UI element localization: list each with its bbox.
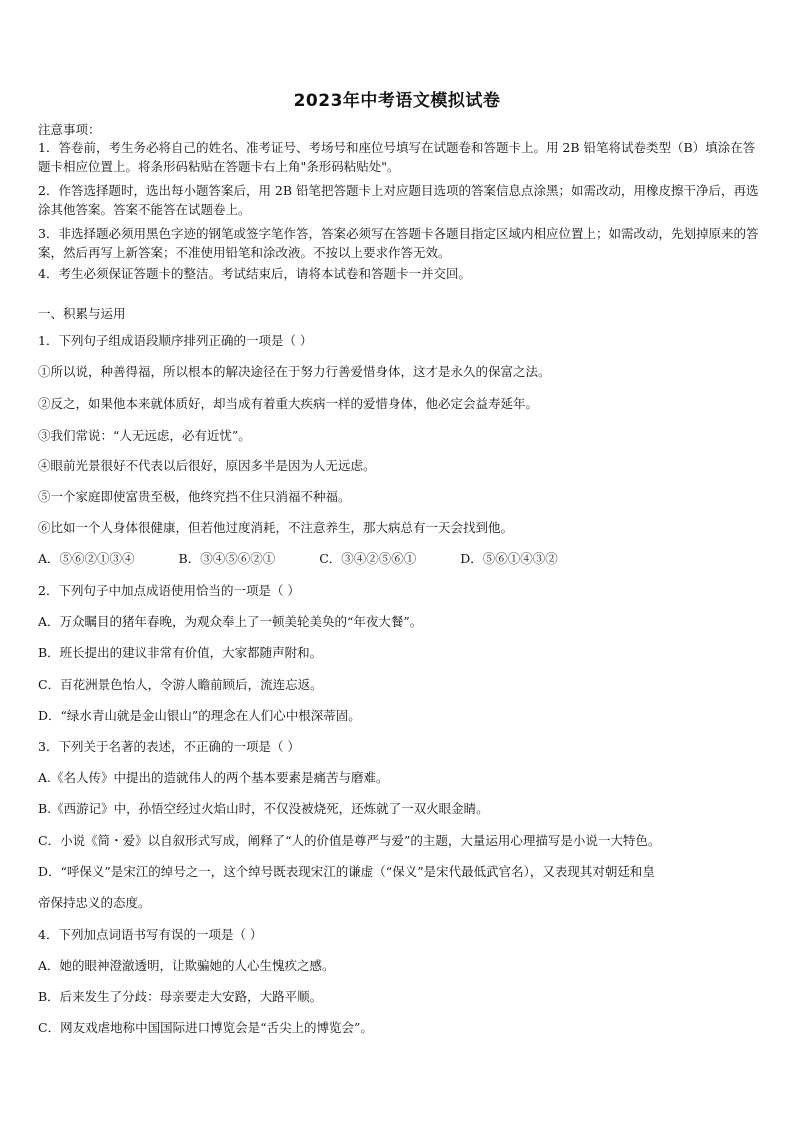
q1-sentence-2: ②反之，如果他本来就体质好，却当成有着重大疾病一样的爱惜身体，他必定会益寿延年。: [38, 396, 539, 411]
q1-sentence-1: ①所以说，种善得福，所以根本的解决途径在于努力行善爱惜身体，这才是永久的保富之法。: [38, 364, 551, 379]
q2-option-b[interactable]: B．班长提出的建议非常有价值，大家都随声附和。: [38, 645, 323, 660]
q3-option-d[interactable]: D．“呼保义”是宋江的绰号之一，这个绰号既表现宋江的谦虚（“保义”是宋代最低武官名），又表现其对朝廷和皇: [38, 864, 655, 879]
exam-title: 2023年中考语文模拟试卷: [293, 91, 501, 111]
q1-sentence-4: ④眼前光景很好不代表以后很好，原因多半是因为人无远虑。: [38, 458, 376, 473]
notice-item-3: 3．非选择题必须用黑色字迹的钢笔或签字笔作答，答案必须写在答题卡各题目指定区域内相应位置上；如需改动，先划掉原来的答案，然后再写上新答案；不准使用铅笔和涂改液。不按以上要求作答无效。: [38, 226, 759, 260]
notice-item-4: 4．考生必须保证答题卡的整洁。考试结束后，请将本试卷和答题卡一并交回。: [38, 266, 471, 281]
q2-stem: 2．下列句子中加点成语使用恰当的一项是（ ）: [38, 583, 300, 598]
q3-option-c[interactable]: C．小说《简・爱》以自叙形式写成，阐释了“人的价值是尊严与爱”的主题，大量运用心理描写是小说一大特色。: [38, 833, 661, 848]
notice-item-2: 2．作答选择题时，选出每小题答案后，用 2B 铅笔把答题卡上对应题目选项的答案信息点涂黑；如需改动，用橡皮擦干净后，再选涂其他答案。答案不能答在试题卷上。: [38, 183, 759, 217]
q4-stem: 4．下列加点词语书写有误的一项是（ ）: [38, 927, 263, 942]
q1-sentence-5: ⑤一个家庭即使富贵至极，他终究挡不住只消福不种福。: [38, 489, 351, 504]
q2-option-c[interactable]: C．百花洲景色怡人，令游人瞻前顾后，流连忘返。: [38, 677, 323, 692]
q1-options: [38, 551, 598, 567]
q1-option-b[interactable]: B．③④⑤⑥②①: [178, 551, 276, 566]
q1-stem: 1．下列句子组成语段顺序排列正确的一项是（ ）: [38, 333, 313, 348]
q3-option-d-continued: 帝保持忠义的态度。: [38, 895, 151, 910]
q3-stem: 3．下列关于名著的表述，不正确的一项是（ ）: [38, 739, 300, 754]
q4-option-c[interactable]: C．网友戏虐地称中国国际进口博览会是“舌尖上的博览会”。: [38, 1020, 373, 1035]
q1-sentence-3: ③我们常说：“人无远虑，必有近忧”。: [38, 428, 251, 443]
q3-option-a[interactable]: A.《名人传》中提出的造就伟人的两个基本要素是痛苦与磨难。: [38, 770, 389, 785]
section-heading: 一、积累与运用: [38, 306, 126, 321]
q2-option-d[interactable]: D．“绿水青山就是金山银山”的理念在人们心中根深蒂固。: [38, 708, 361, 723]
q4-option-a[interactable]: A．她的眼神澄澈透明，让欺骗她的人心生愧疚之感。: [38, 958, 335, 973]
q1-sentence-6: ⑥比如一个人身体很健康，但若他过度消耗，不注意养生，那大病总有一天会找到他。: [38, 520, 514, 535]
q2-option-a[interactable]: A．万众瞩目的猪年春晚，为观众奉上了一顿美轮美奂的“年夜大餐”。: [38, 614, 423, 629]
q1-option-d[interactable]: D．⑤⑥①④③②: [460, 551, 558, 566]
q1-option-a[interactable]: A．⑤⑥②①③④: [38, 551, 135, 566]
q4-option-b[interactable]: B．后来发生了分歧：母亲要走大安路，大路平顺。: [38, 989, 323, 1004]
q1-option-c[interactable]: C．③④②⑤⑥①: [319, 551, 417, 566]
notice-item-1: 1．答卷前，考生务必将自己的姓名、准考证号、考场号和座位号填写在试题卷和答题卡上。用 2B 铅笔将试卷类型（B）填涂在答题卡相应位置上。将条形码粘贴在答题卡右上角"条形码粘贴处"。: [38, 140, 756, 174]
notice-heading: 注意事项：: [38, 122, 101, 137]
q3-option-b[interactable]: B.《西游记》中，孙悟空经过火焰山时，不仅没被烧死，还炼就了一双火眼金睛。: [38, 801, 489, 816]
